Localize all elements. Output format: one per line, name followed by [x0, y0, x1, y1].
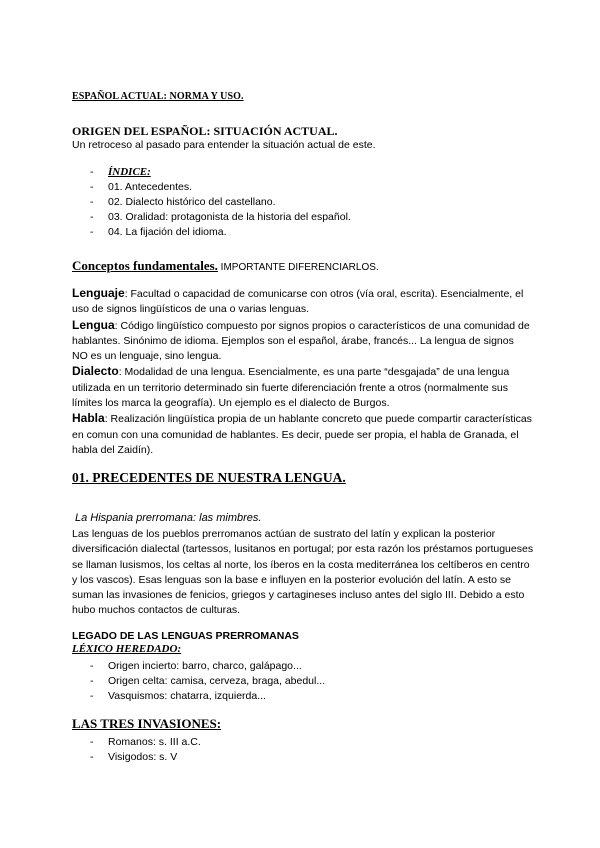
list-item — [72, 180, 351, 195]
list-item — [72, 225, 351, 240]
index-heading: ÍNDICE: — [108, 166, 151, 178]
definition-term: Habla — [72, 411, 105, 426]
list-item — [72, 210, 351, 225]
list-item — [72, 674, 325, 689]
invasiones-list — [72, 735, 201, 765]
invasiones-heading: LAS TRES INVASIONES: — [72, 716, 222, 731]
list-item — [72, 195, 351, 210]
definition-lengua — [72, 318, 532, 365]
conceptos-heading: Conceptos fundamentales. — [72, 258, 218, 273]
dash-bullet: - — [90, 736, 94, 748]
definition-text: : Código lingüístico compuesto por signos propios o característicos de una comunidad de hablantes. Sinónimo de idioma. Ejemplos son el español, árabe, francés... La lengua de signos NO es un lenguaje, sino lengua. — [72, 319, 530, 363]
lexico-item: Origen celta: camisa, cerveza, braga, abedul... — [108, 675, 326, 687]
hispania-subheading: La Hispania prerromana: las mimbres. — [75, 512, 262, 524]
definition-lenguaje — [72, 286, 532, 318]
conceptos-note: IMPORTANTE DIFERENCIARLOS. — [217, 262, 379, 273]
list-item — [72, 735, 201, 750]
dash-bullet: - — [90, 690, 94, 702]
conceptos-heading-line — [72, 257, 379, 275]
dash-bullet: - — [90, 675, 94, 687]
dash-bullet: - — [90, 660, 94, 672]
definition-dialecto — [72, 364, 532, 411]
list-item — [72, 750, 201, 765]
index-list — [72, 165, 351, 240]
dash-bullet: - — [90, 166, 94, 178]
definition-text: : Realización lingüística propia de un hablante concreto que puede compartir características en comun con una comunidad de hablantes. Es decir, puede ser propia, el habla de Granada, el habla del Zaidín). — [72, 413, 532, 456]
invasion-item: Romanos: s. III a.C. — [108, 736, 201, 748]
lexico-item: Origen incierto: barro, charco, galápago... — [108, 660, 302, 672]
section-title: ORIGEN DEL ESPAÑOL: SITUACIÓN ACTUAL. — [72, 124, 338, 138]
invasion-item: Visigodos: s. V — [108, 751, 178, 763]
dash-bullet: - — [90, 226, 94, 238]
list-item — [72, 689, 325, 704]
precedentes-heading: 01. PRECEDENTES DE NUESTRA LENGUA. — [72, 470, 346, 485]
index-item: 04. La fijación del idioma. — [108, 226, 227, 238]
lexico-item: Vasquismos: chatarra, izquierda... — [108, 690, 266, 702]
dash-bullet: - — [90, 196, 94, 208]
document-title: ESPAÑOL ACTUAL: NORMA Y USO. — [72, 91, 244, 102]
list-item — [72, 659, 325, 674]
index-item: 02. Dialecto histórico del castellano. — [108, 196, 276, 208]
index-item: 03. Oralidad: protagonista de la historia del español. — [108, 211, 351, 223]
definition-term: Dialecto — [72, 364, 119, 379]
legado-heading: LEGADO DE LAS LENGUAS PRERROMANAS — [72, 630, 299, 642]
dash-bullet: - — [90, 181, 94, 193]
index-item: 01. Antecedentes. — [108, 181, 193, 193]
definitions-block — [72, 286, 532, 458]
index-heading-item — [72, 165, 351, 180]
hispania-paragraph: Las lenguas de los pueblos prerromanos actúan de sustrato del latín y explican la posterior diversificación dialectal (tartessos, lusitanos en portugal; por esta razón los préstamos portugueses se llaman lusismos, los celtas al norte, los íberos en la costa mediterránea los celtíberos en centro y los vascos). Esas lenguas son la base e influyen en la posterior evolución del latín. A esto se suman las invasiones de fenicios, griegos y cartagineses incluso antes del siglo III. Debido a esto hubo muchos contactos de culturas. — [72, 528, 534, 617]
dash-bullet: - — [90, 751, 94, 763]
definition-text: : Modalidad de una lengua. Esencialmente, es una parte “desgajada” de una lengua utilizada en un territorio determinado sin fuerte diferenciación frente a otros (normalmente sus límites los marca la geografía). Un ejemplo es el dialecto de Burgos. — [72, 366, 510, 410]
lexico-list — [72, 659, 325, 704]
definition-text: : Facultad o capacidad de comunicarse con otros (vía oral, escrita). Esencialmente, el uso de signos lingüísticos de una o varias lenguas. — [72, 288, 524, 316]
definition-habla — [72, 411, 532, 458]
lexico-heading: LÉXICO HEREDADO: — [72, 643, 182, 655]
dash-bullet: - — [90, 211, 94, 223]
intro-text: Un retroceso al pasado para entender la situación actual de este. — [72, 139, 376, 151]
definition-term: Lengua — [72, 317, 115, 332]
definition-term: Lenguaje — [72, 286, 125, 300]
